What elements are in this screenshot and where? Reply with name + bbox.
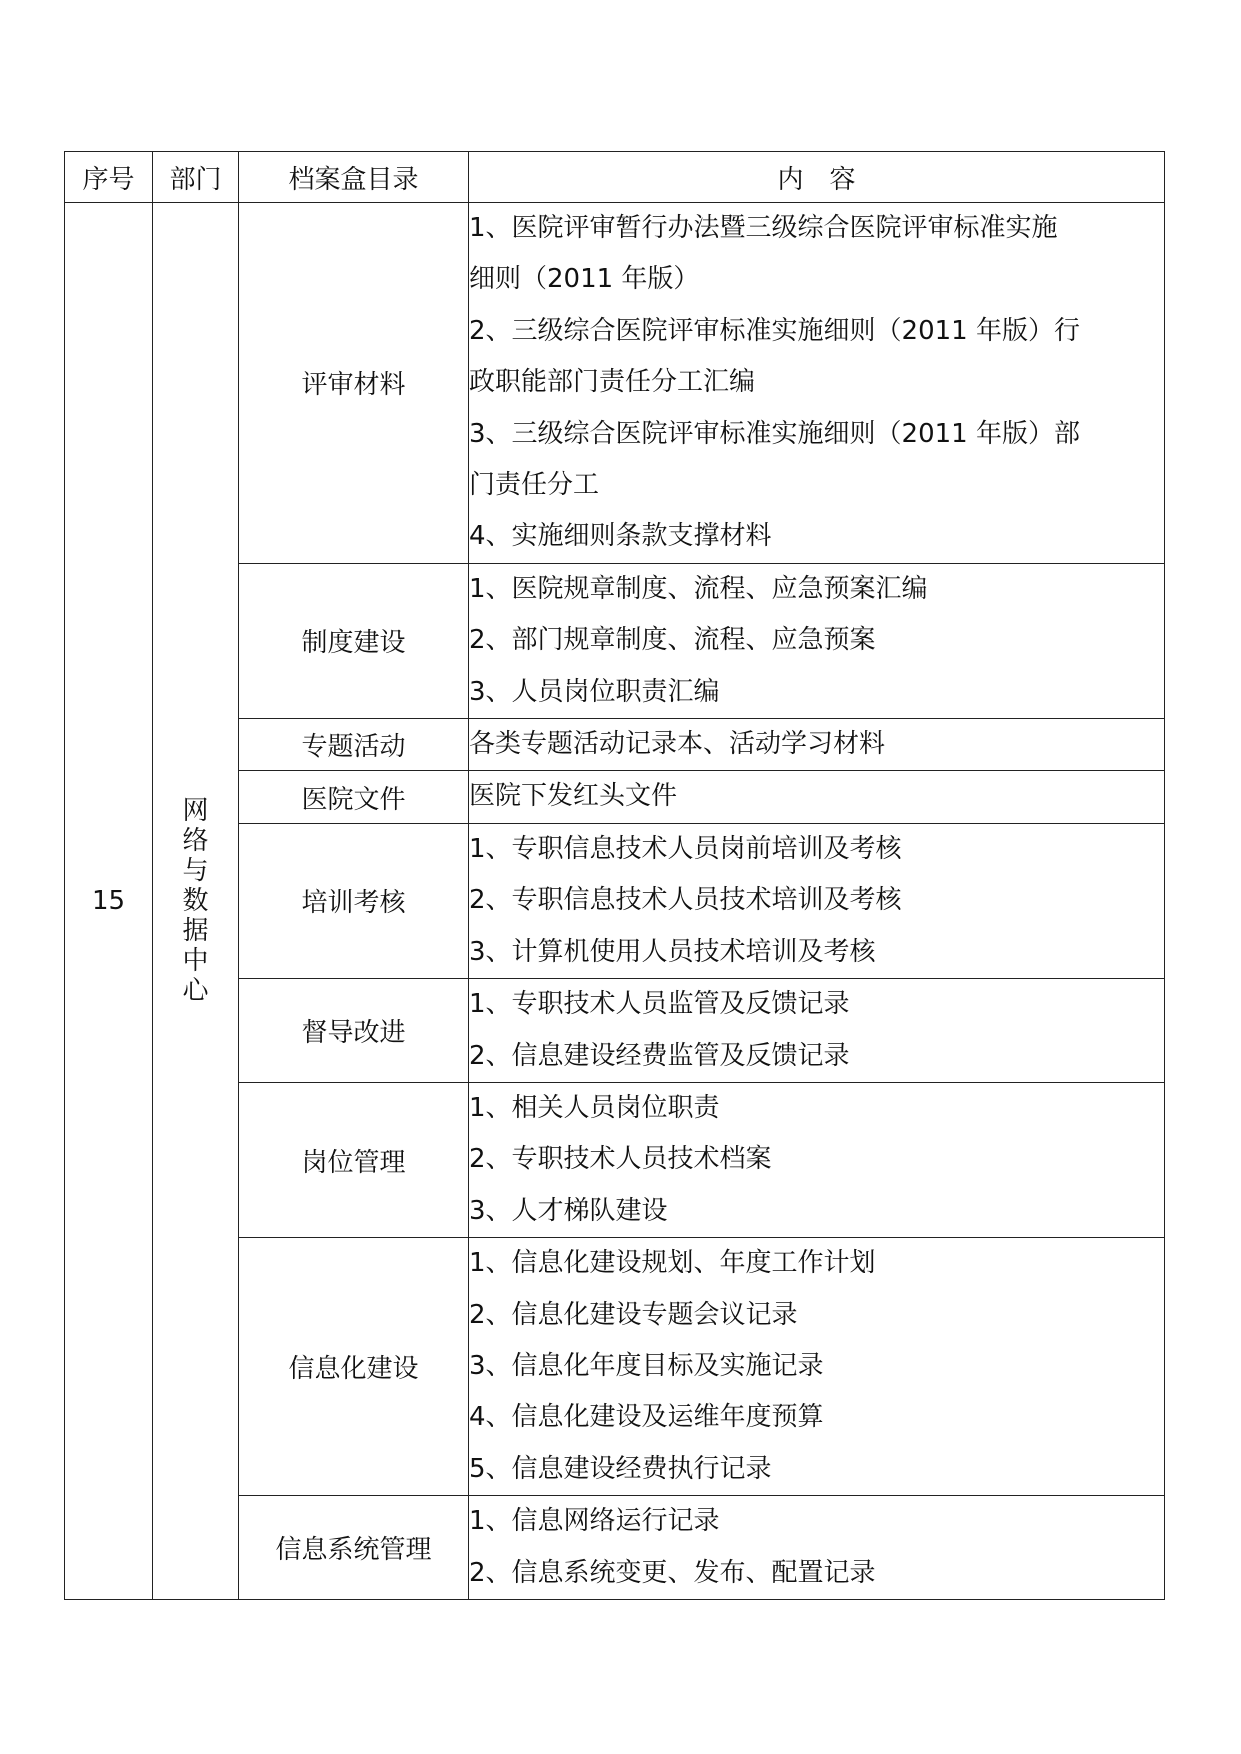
archive-box-name: 督导改进 xyxy=(239,979,469,1083)
content-line: 2、专职技术人员技术档案 xyxy=(469,1144,772,1175)
content-line: 5、信息建设经费执行记录 xyxy=(469,1453,772,1484)
content-line: 2、信息化建设专题会议记录 xyxy=(469,1299,798,1330)
content-line: 各类专题活动记录本、活动学习材料 xyxy=(469,729,886,760)
archive-box-name: 培训考核 xyxy=(239,823,469,978)
content-line: 2、信息建设经费监管及反馈记录 xyxy=(469,1040,850,1071)
header-box: 档案盒目录 xyxy=(239,152,469,203)
archive-box-name: 评审材料 xyxy=(239,203,469,564)
content-line: 3、计算机使用人员技术培训及考核 xyxy=(469,936,876,967)
header-dept: 部门 xyxy=(153,152,239,203)
archive-table xyxy=(64,151,1165,1600)
archive-box-name: 信息化建设 xyxy=(239,1238,469,1496)
seq-number: 15 xyxy=(65,203,153,1600)
archive-box-name: 制度建设 xyxy=(239,563,469,718)
content-line: 4、信息化建设及运维年度预算 xyxy=(469,1402,824,1433)
content-line: 3、人才梯队建设 xyxy=(469,1195,668,1226)
content-line: 1、专职技术人员监管及反馈记录 xyxy=(469,989,850,1020)
content-cell xyxy=(469,563,1165,718)
department-name: 网络与数据中心 xyxy=(182,795,209,1006)
header-seq: 序号 xyxy=(65,152,153,203)
content-line: 细则（2011 年版） xyxy=(469,264,700,295)
content-line: 1、专职信息技术人员岗前培训及考核 xyxy=(469,833,902,864)
header-content: 内 容 xyxy=(469,152,1165,203)
archive-box-name: 专题活动 xyxy=(239,719,469,771)
content-line: 1、医院评审暂行办法暨三级综合医院评审标准实施 xyxy=(469,213,1058,243)
archive-box-name: 信息系统管理 xyxy=(239,1496,469,1600)
content-cell xyxy=(469,719,1165,771)
content-line: 2、三级综合医院评审标准实施细则（2011 年版）行 xyxy=(469,315,1080,346)
content-line: 3、三级综合医院评审标准实施细则（2011 年版）部 xyxy=(469,418,1080,449)
content-line: 政职能部门责任分工汇编 xyxy=(469,367,756,398)
table-row xyxy=(65,203,1165,564)
content-line: 2、专职信息技术人员技术培训及考核 xyxy=(469,885,902,916)
content-cell xyxy=(469,771,1165,823)
content-line: 1、相关人员岗位职责 xyxy=(469,1092,720,1123)
content-cell xyxy=(469,1496,1165,1600)
content-cell xyxy=(469,1238,1165,1496)
content-line: 1、医院规章制度、流程、应急预案汇编 xyxy=(469,573,928,604)
content-line: 2、信息系统变更、发布、配置记录 xyxy=(469,1557,876,1588)
content-line: 1、信息化建设规划、年度工作计划 xyxy=(469,1248,876,1279)
content-line: 2、部门规章制度、流程、应急预案 xyxy=(469,625,876,656)
content-line: 门责任分工 xyxy=(469,470,600,501)
archive-box-name: 岗位管理 xyxy=(239,1082,469,1237)
content-cell xyxy=(469,1082,1165,1237)
content-line: 医院下发红头文件 xyxy=(469,781,678,812)
content-cell xyxy=(469,203,1165,564)
department-cell xyxy=(153,203,239,1600)
content-line: 3、信息化年度目标及实施记录 xyxy=(469,1350,824,1381)
content-cell xyxy=(469,823,1165,978)
content-line: 1、信息网络运行记录 xyxy=(469,1506,720,1537)
archive-box-name: 医院文件 xyxy=(239,771,469,823)
content-line: 4、实施细则条款支撑材料 xyxy=(469,521,772,552)
content-cell xyxy=(469,979,1165,1083)
table-body xyxy=(65,203,1165,1600)
content-line: 3、人员岗位职责汇编 xyxy=(469,676,720,707)
header-row xyxy=(65,152,1165,203)
